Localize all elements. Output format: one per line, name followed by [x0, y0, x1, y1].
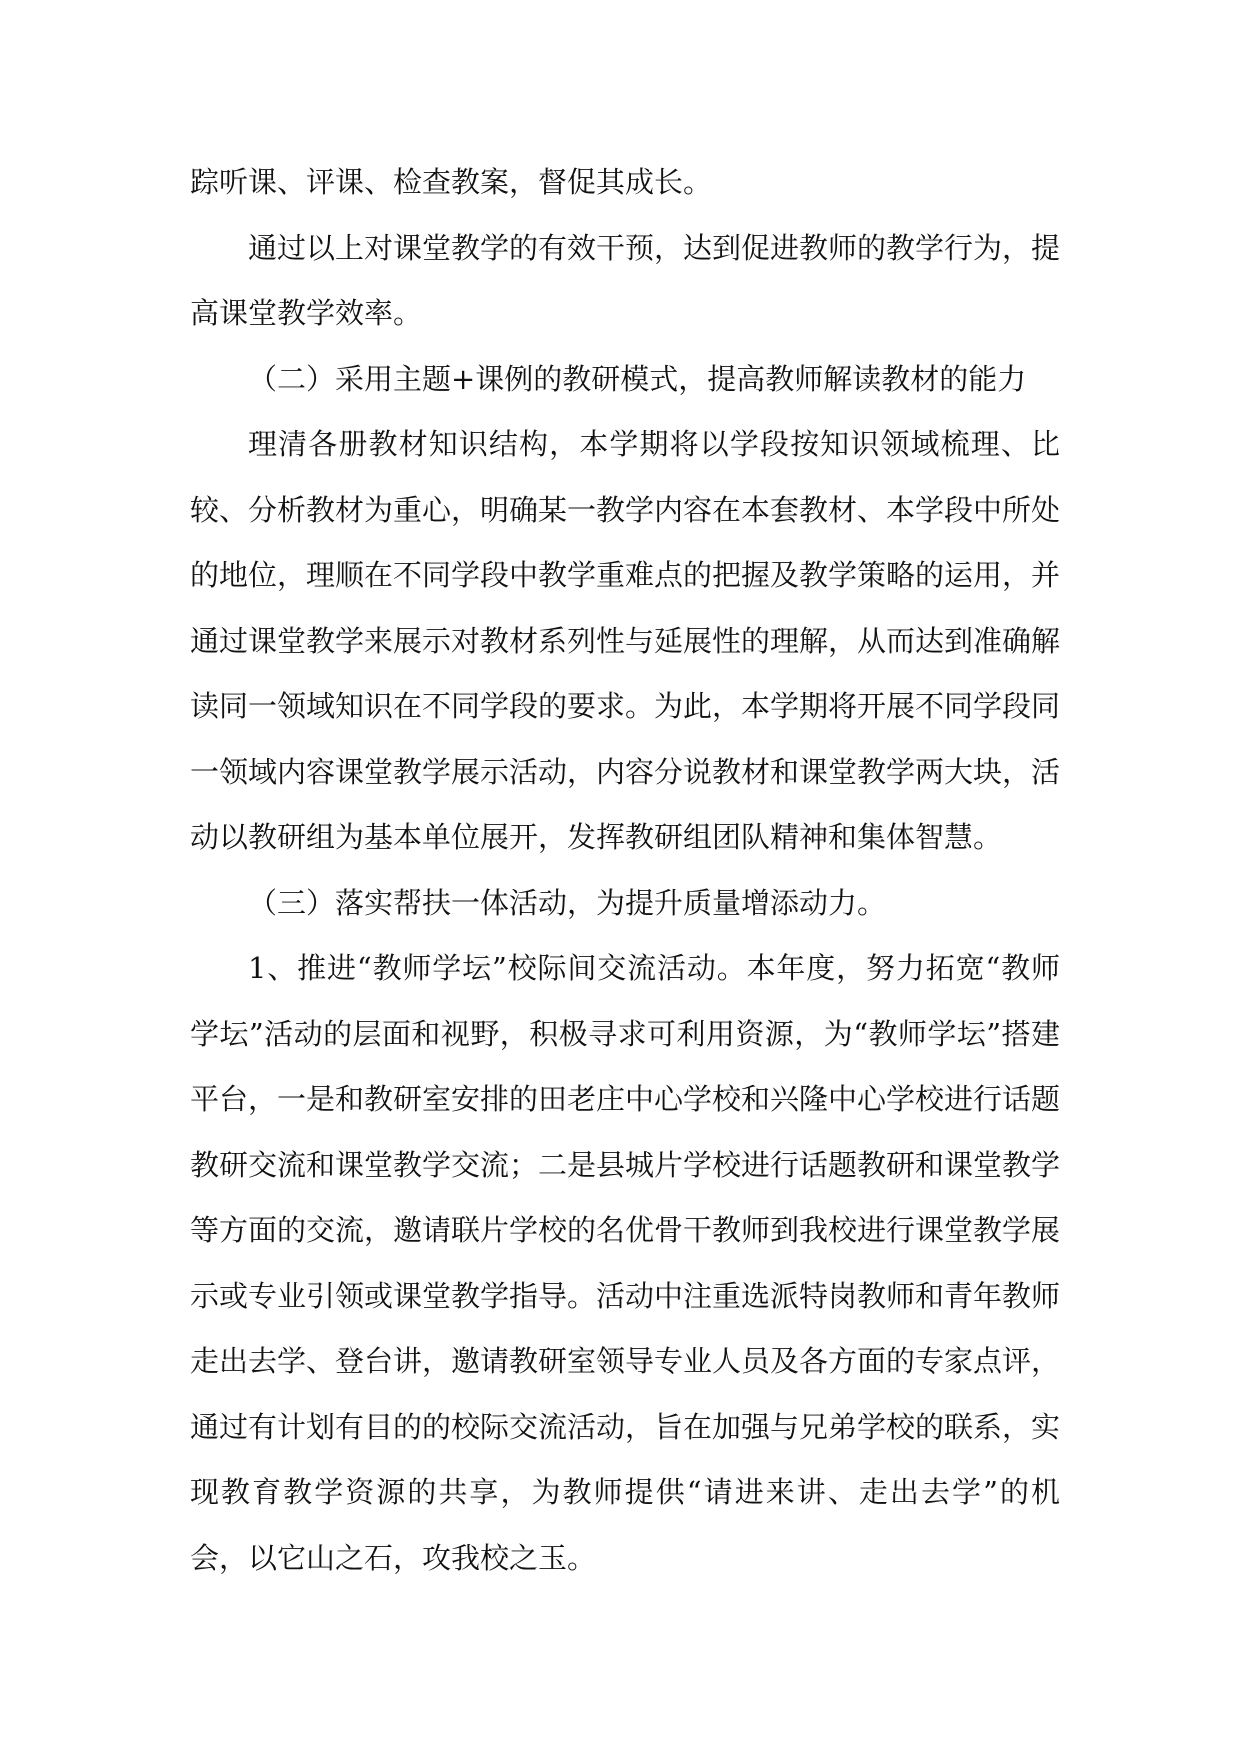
paragraph-textbook-structure: 理清各册教材知识结构，本学期将以学段按知识领域梳理、比较、分析教材为重心，明确某一教学内容在本套教材、本学段中所处的地位，理顺在不同学段中教学重难点的把握及教学策略的运用，并通过课堂教学来展示对教材系列性与延展性的理解，从而达到准确解读同一领域知识在不同学段的要求。为此，本学期将开展不同学段同一领域内容课堂教学展示活动，内容分说教材和课堂教学两大块，活动以教研组为基本单位展开，发挥教研组团队精神和集体智慧。 — [190, 427, 1061, 854]
document-body — [190, 150, 1060, 1591]
paragraph-continuation: 踪听课、评课、检查教案，督促其成长。 — [190, 165, 713, 199]
section-heading-3: （三）落实帮扶一体活动，为提升质量增添动力。 — [248, 885, 887, 920]
section-heading-2: （二）采用主题+课例的教研模式，提高教师解读教材的能力 — [248, 361, 1027, 396]
paragraph-teacher-forum: 1、推进“教师学坛”校际间交流活动。本年度，努力拓宽“教师学坛”活动的层面和视野，积极寻求可利用资源，为“教师学坛”搭建平台，一是和教研室安排的田老庄中心学校和兴隆中心学校进行话题教研交流和课堂教学交流；二是县城片学校进行话题教研和课堂教学等方面的交流，邀请联片学校的名优骨干教师到我校进行课堂教学展示或专业引领或课堂教学指导。活动中注重选派特岗教师和青年教师走出去学、登台讲，邀请教研室领导专业人员及各方面的专家点评，通过有计划有目的的校际交流活动，旨在加强与兄弟学校的联系，实现教育教学资源的共享，为教师提供“请进来讲、走出去学”的机会，以它山之石，攻我校之玉。 — [190, 951, 1061, 1575]
paragraph-effective-intervention: 通过以上对课堂教学的有效干预，达到促进教师的教学行为，提高课堂教学效率。 — [190, 230, 1061, 330]
